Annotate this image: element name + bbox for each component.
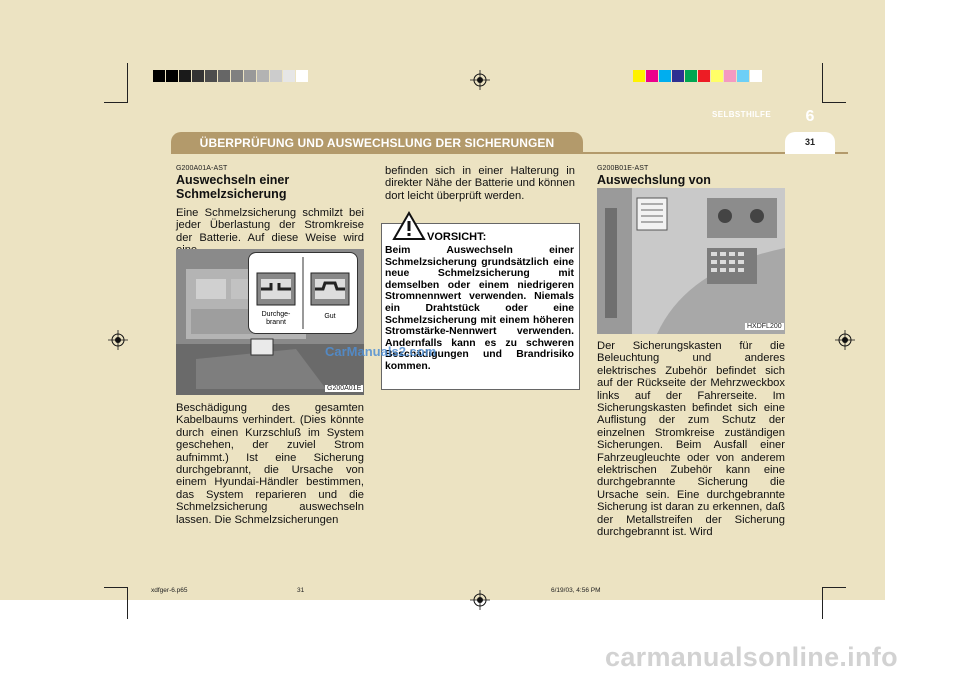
footer-timestamp: 6/19/03, 4:56 PM [551, 587, 601, 594]
section-code: G200A01A-AST [176, 165, 228, 172]
left-column-top [176, 165, 364, 257]
photo-code: G200A01E [327, 385, 362, 392]
page-number: 31 [804, 137, 815, 147]
calibration-swatch [698, 70, 710, 82]
crop-mark [104, 102, 128, 103]
calibration-swatch [646, 70, 658, 82]
warning-title: VORSICHT: [427, 231, 487, 243]
overlay-watermark: CarManuals2.com [325, 344, 437, 359]
registration-mark-icon [470, 70, 490, 90]
calibration-swatch [672, 70, 684, 82]
body-paragraph: Der Sicherungskasten für die Beleuchtung und anderes elektrisches Zubehör befindet sich auf der Rückseite der Mehrzweckbox links auf der Fahrerseite. Im Sicherungskasten befindet sich eine Auflistung der zum Schutz der einzelnen Stromkreise zuständigen Sicherungen. Beim Ausfall einer Fahrzeugleuchte oder von anderem elektrischen Zubehör kann eine durchgebrannte Sicherung die Ursache sein. Eine durchgebrannte Sicherung ist daran zu erkennen, daß der Metallstreifen der Sicherung durchgebrannt ist. Wird [597, 340, 785, 539]
calibration-swatch [231, 70, 243, 82]
warning-triangle-icon [392, 211, 426, 246]
calibration-swatch [218, 70, 230, 82]
calibration-swatch [711, 70, 723, 82]
section-label: SELBSTHILFE [712, 110, 772, 119]
calibration-swatch [270, 70, 282, 82]
calibration-swatch [244, 70, 256, 82]
fuse-label-blown: Durchge- brannt [261, 311, 291, 326]
crop-mark [822, 102, 846, 103]
crop-mark [822, 587, 846, 588]
section-code: G200B01E-AST [597, 165, 649, 172]
calibration-swatch [179, 70, 191, 82]
fuse-illustration [248, 252, 358, 334]
crop-mark [127, 587, 128, 619]
crop-mark [127, 63, 128, 103]
photo-code: HXDFL200 [747, 323, 782, 330]
section-number: 6 [805, 108, 815, 125]
calibration-swatch [724, 70, 736, 82]
body-paragraph: Beschädigung des gesamten Kabelbaums verhindert. (Dies könnte durch einen Kurzschluß im System geschehen, der zuviel Strom aufnimmt.) Ist eine Sicherung durchgebrannt, die Ursache von einem Hyundai-Händler bestimmen, das System reparieren und die Schmelzsicherung auswechseln lassen. Die Schmelzsicherungen [176, 402, 364, 526]
calibration-swatch [205, 70, 217, 82]
calibration-swatch [685, 70, 697, 82]
right-column-bottom [597, 340, 785, 539]
crop-mark [822, 63, 823, 103]
section-heading: Auswechslung von [597, 173, 711, 187]
calibration-swatch [166, 70, 178, 82]
footer-filename: xdfger-6.p65 [151, 587, 188, 594]
middle-column-top [385, 165, 575, 202]
calibration-swatch [659, 70, 671, 82]
crop-mark [104, 587, 128, 588]
continuation-paragraph: befinden sich in einer Halterung in direkter Nähe der Batterie und können dort leicht überprüft werden. [385, 165, 575, 202]
page-title: ÜBERPRÜFUNG UND AUSWECHSLUNG DER SICHERUNGEN [199, 136, 555, 150]
intro-paragraph: Eine Schmelzsicherung schmilzt bei jeder Überlastung der Stromkreise der Batterie. Auf diese Weise wird [176, 207, 364, 244]
registration-mark-icon [108, 330, 128, 350]
color-calibration-bar [633, 70, 763, 82]
fuse-panel-photo [597, 188, 785, 334]
calibration-swatch [633, 70, 645, 82]
footer-page: 31 [297, 587, 305, 594]
header-rule [171, 152, 848, 154]
calibration-swatch [296, 70, 308, 82]
calibration-swatch [750, 70, 762, 82]
grayscale-calibration-bar [153, 70, 309, 82]
calibration-swatch [283, 70, 295, 82]
crop-mark [822, 587, 823, 619]
section-heading: Auswechseln einer Schmelzsicherung [176, 173, 290, 201]
calibration-swatch [153, 70, 165, 82]
calibration-swatch [737, 70, 749, 82]
registration-mark-icon [470, 590, 490, 610]
calibration-swatch [257, 70, 269, 82]
calibration-swatch [192, 70, 204, 82]
registration-mark-icon [835, 330, 855, 350]
site-watermark: carmanualsonline.info [605, 642, 898, 672]
fuse-label-good: Gut [324, 313, 336, 320]
left-column-bottom [176, 402, 364, 526]
warning-text: Beim Auswechseln einer Schmelzsicherung grundsätzlich eine neue Schmelzsicherung mit demselben oder einem niedrigeren Stromnennwert verwenden. Niemals ein Drahtstück oder eine Schmelzsicherung mit einem höheren Stromstärke-Nennwert verwenden. Andernfalls kann es zu schweren Beschädigungen und Brandrisiko kommen. [385, 245, 574, 372]
